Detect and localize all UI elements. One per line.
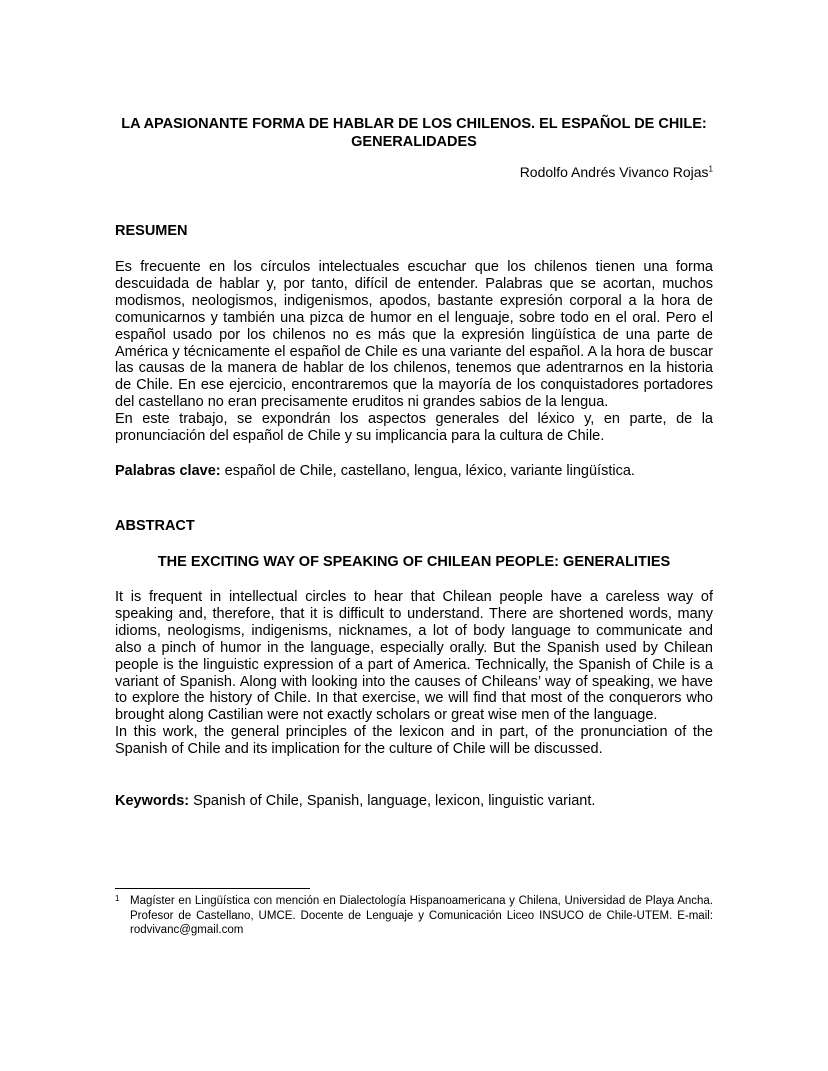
keywords-label-en: Keywords:	[115, 793, 190, 809]
resumen-paragraph: En este trabajo, se expondrán los aspectos generales del léxico y, en parte, de la pronunciación del español de Chile y su implicancia para la cultura de Chile.	[115, 411, 713, 445]
abstract-paragraph: In this work, the general principles of the lexicon and in part, of the pronunciation of the Spanish of Chile and its implication for the culture of Chile will be discussed.	[115, 724, 713, 758]
keywords-list-en: Spanish of Chile, Spanish, language, lexicon, linguistic variant.	[189, 793, 596, 809]
abstract-keywords	[115, 792, 713, 810]
footnote	[115, 894, 713, 938]
resumen-body	[115, 259, 713, 445]
resumen-paragraph: Es frecuente en los círculos intelectuales escuchar que los chilenos tienen una forma descuidada de hablar y, por tanto, difícil de entender. Palabras que se acortan, muchos modismos, neologismos, indigenismos, apodos, bastante expresión corporal a la hora de comunicarnos y también una pizca de humor en el lenguaje, sobre todo en el oral. Pero el español usado por los chilenos no es más que la expresión lingüística de una parte de América y técnicamente el español de Chile es una variante del español. A la hora de buscar las causas de la manera de hablar de los chilenos, tenemos que adentrarnos en la historia de Chile. En ese ejercicio, encontraremos que la mayoría de los conquistadores portadores del castellano no eran precisamente eruditos ni grandes sabios de la lengua.	[115, 259, 713, 411]
resumen-heading: RESUMEN	[115, 223, 188, 239]
keywords-label-es: Palabras clave:	[115, 463, 221, 479]
abstract-paragraph: It is frequent in intellectual circles to hear that Chilean people have a careless way of speaking and, therefore, that it is difficult to understand. There are shortened words, many idioms, neologisms, indigenisms, nicknames, a lot of body language to communicate and also a pinch of humor in the language, especially orally. But the Spanish used by Chilean people is the linguistic expression of a part of America. Technically, the Spanish of Chile is a variant of Spanish. Along with looking into the causes of Chileans’ way of speaking, we have to explore the history of Chile. In that exercise, we will find that most of the conquerors who brought along Castilian were not exactly scholars or great wise men of the language.	[115, 589, 713, 724]
footnote-text: Magíster en Lingüística con mención en Dialectología Hispanoamericana y Chilena, Universidad de Playa Ancha. Profesor de Castellano, UMCE. Docente de Lenguaje y Comunicación Liceo INSUCO de Chile-UTEM. E-mail: rodvivanc@gmail.com	[130, 895, 713, 936]
abstract-heading: ABSTRACT	[115, 518, 195, 534]
resumen-keywords	[115, 462, 713, 480]
author-line	[520, 163, 713, 181]
paper-title: LA APASIONANTE FORMA DE HABLAR DE LOS CHILENOS. EL ESPAÑOL DE CHILE: GENERALIDADES	[121, 116, 707, 150]
abstract-subtitle: THE EXCITING WAY OF SPEAKING OF CHILEAN PEOPLE: GENERALITIES	[157, 554, 671, 570]
author-footnote-ref[interactable]: 1	[708, 164, 713, 174]
keywords-list-es: español de Chile, castellano, lengua, léxico, variante lingüística.	[220, 463, 635, 479]
author-name: Rodolfo Andrés Vivanco Rojas	[519, 164, 709, 180]
abstract-body	[115, 589, 713, 758]
footnote-divider	[115, 888, 310, 889]
footnote-mark: 1	[115, 894, 120, 903]
